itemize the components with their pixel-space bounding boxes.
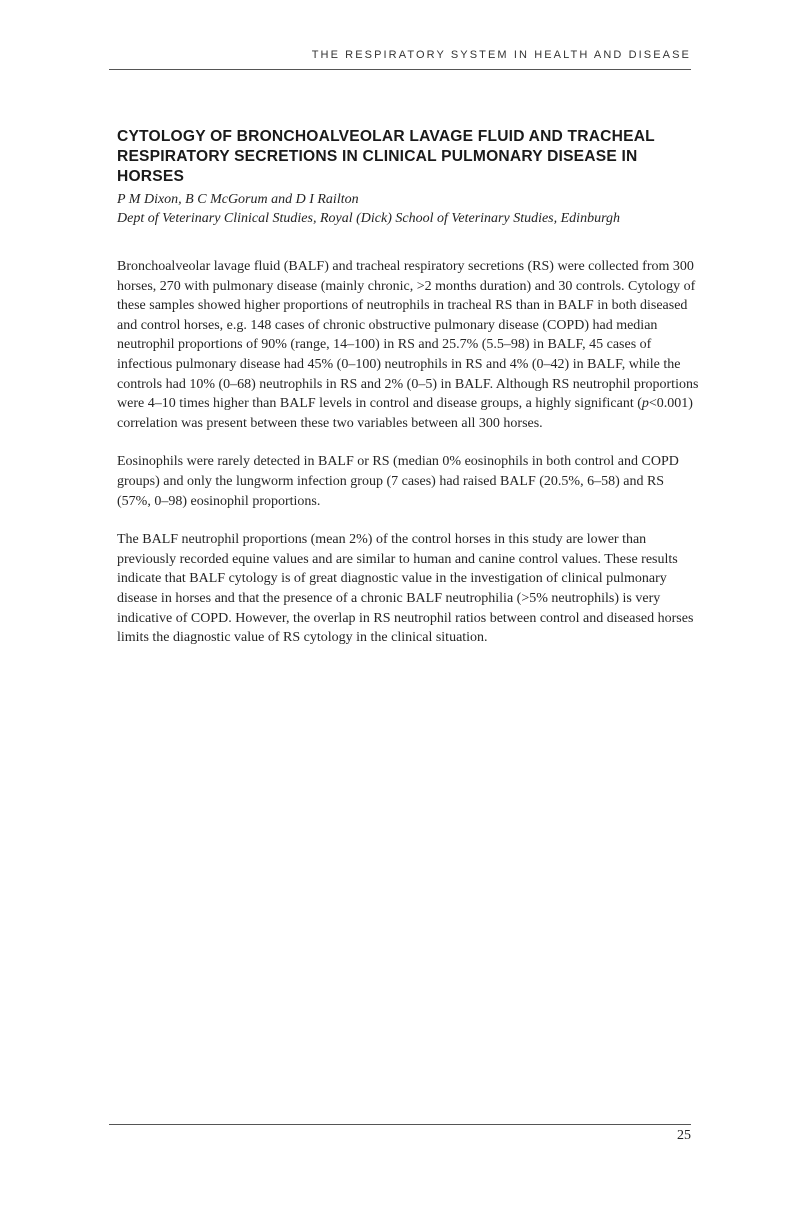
header-rule <box>109 69 691 70</box>
paragraph-text: <0.001) correlation was present between these two variables between all 300 horses. <box>117 396 693 431</box>
abstract-paragraph-2: Eosinophils were rarely detected in BALF or RS (median 0% eosinophils in both control and COPD groups) and only the lungworm infection group (7 cases) had raised BALF (20.5%, 6–58) and RS (57%, 0–98) eosinophil proportions. <box>117 454 679 509</box>
abstract-paragraph-1 <box>117 257 699 433</box>
p-value-symbol: p <box>641 396 649 412</box>
abstract-paragraph-3: The BALF neutrophil proportions (mean 2%) of the control horses in this study are lower than previously recorded equine values and are similar to human and canine control values. These results indicate that BALF cytology is of great diagnostic value in the investigation of clinical pulmonary disease in horses and that the presence of a chronic BALF neutrophilia (>5% neutrophils) is very indicative of COPD. However, the overlap in RS neutrophil ratios between control and diseased horses limits the diagnostic value of RS cytology in the clinical situation. <box>117 532 694 646</box>
footer-rule <box>109 1124 691 1125</box>
author-list: P M Dixon, B C McGorum and D I Railton <box>117 192 359 207</box>
paragraph-text: Bronchoalveolar lavage fluid (BALF) and tracheal respiratory secretions (RS) were collected from 300 horses, 270 with pulmonary disease (mainly chronic, >2 months duration) and 30 controls. Cytology of these samples showed higher proportions of neutrophils in tracheal RS than in BALF in both diseased and control horses, e.g. 148 cases of chronic obstructive pulmonary disease (COPD) had median neutrophil proportions of 90% (range, 14–100) in RS and 25.7% (5.5–98) in BALF, 45 cases of infectious pulmonary disease had 45% (0–100) neutrophils in RS and 4% (0–42) in BALF, while the controls had 10% (0–68) neutrophils in RS and 2% (0–5) in BALF. Although RS neutrophil proportions were 4–10 times higher than BALF levels in control and disease groups, a highly significant ( <box>117 259 699 412</box>
running-header: THE RESPIRATORY SYSTEM IN HEALTH AND DISEASE <box>311 49 691 61</box>
article-title: CYTOLOGY OF BRONCHOALVEOLAR LAVAGE FLUID AND TRACHEAL RESPIRATORY SECRETIONS IN CLINICAL PULMONARY DISEASE IN HORSES <box>117 128 655 185</box>
page-number: 25 <box>677 1128 691 1143</box>
affiliation: Dept of Veterinary Clinical Studies, Royal (Dick) School of Veterinary Studies, Edinburgh <box>117 211 621 226</box>
article <box>117 127 699 648</box>
